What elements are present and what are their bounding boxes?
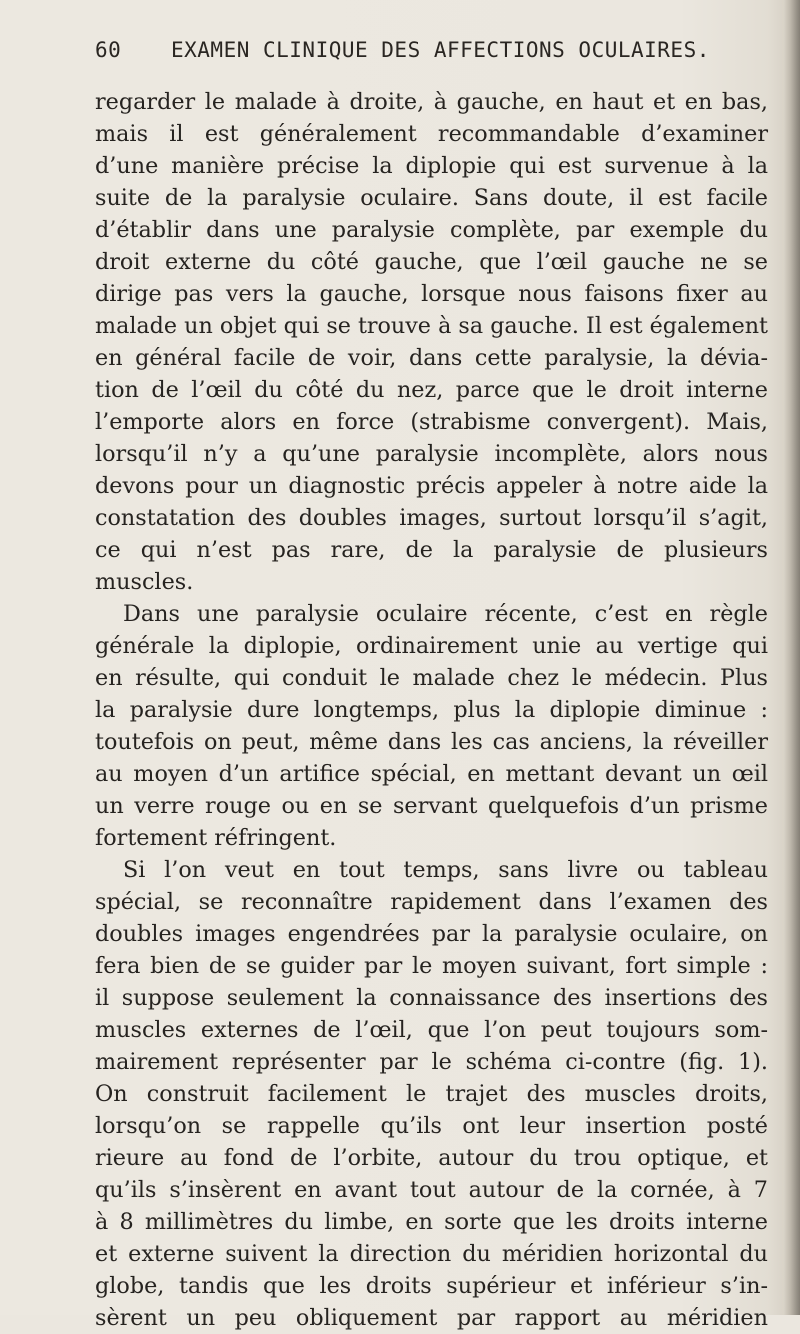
text-line: lorsqu’on se rappelle qu’ils ont leur insertion posté	[95, 1113, 768, 1139]
text-line: droit externe du côté gauche, que l’œil gauche ne se	[95, 249, 768, 275]
text-line: muscles.	[95, 569, 194, 595]
text-line: à 8 millimètres du limbe, en sorte que les droits interne	[95, 1209, 768, 1235]
text-line: d’une manière précise la diplopie qui est survenue à la	[95, 153, 768, 179]
text-line: sèrent un peu obliquement par rapport au méridien	[95, 1305, 768, 1331]
text-line: il suppose seulement la connaissance des insertions des	[95, 985, 768, 1011]
text-line: spécial, se reconnaître rapidement dans l’examen des	[95, 889, 768, 915]
text-line: suite de la paralysie oculaire. Sans doute, il est facile	[95, 185, 768, 211]
text-line: la paralysie dure longtemps, plus la diplopie diminue :	[95, 697, 768, 723]
text-line: mairement représenter par le schéma ci-contre (fig. 1).	[95, 1049, 768, 1075]
text-line: un verre rouge ou en se servant quelquefois d’un prisme	[95, 793, 768, 819]
page-edge-shadow	[784, 0, 800, 1315]
text-line: globe, tandis que les droits supérieur et inférieur s’in-	[95, 1273, 768, 1299]
text-line: Dans une paralysie oculaire récente, c’est en règle	[123, 601, 768, 627]
text-line: fera bien de se guider par le moyen suivant, fort simple :	[95, 953, 768, 979]
text-line: fortement réfringent.	[95, 825, 337, 851]
text-line: mais il est généralement recommandable d’examiner	[95, 121, 768, 147]
text-line: muscles externes de l’œil, que l’on peut toujours som-	[95, 1017, 768, 1043]
text-line: dirige pas vers la gauche, lorsque nous faisons fixer au	[95, 281, 768, 307]
text-line: au moyen d’un artifice spécial, en mettant devant un œil	[95, 761, 768, 787]
text-line: On construit facilement le trajet des muscles droits,	[95, 1081, 768, 1107]
text-line: Si l’on veut en tout temps, sans livre ou tableau	[123, 857, 768, 883]
body-text	[95, 86, 768, 1334]
text-line: doubles images engendrées par la paralysie oculaire, on	[95, 921, 768, 947]
text-line: d’établir dans une paralysie complète, par exemple du	[95, 217, 768, 243]
text-line: lorsqu’il n’y a qu’une paralysie incomplète, alors nous	[95, 441, 768, 467]
text-line: générale la diplopie, ordinairement unie au vertige qui	[95, 633, 768, 659]
text-line: l’emporte alors en force (strabisme convergent). Mais,	[95, 409, 768, 435]
running-header	[95, 38, 775, 62]
text-line: ce qui n’est pas rare, de la paralysie de plusieurs	[95, 537, 768, 563]
text-line: en général facile de voir, dans cette paralysie, la dévia-	[95, 345, 768, 371]
text-line: qu’ils s’insèrent en avant tout autour de la cornée, à 7	[95, 1177, 768, 1203]
text-line: regarder le malade à droite, à gauche, en haut et en bas,	[95, 89, 768, 115]
text-line: toutefois on peut, même dans les cas anciens, la réveiller	[95, 729, 768, 755]
text-line: malade un objet qui se trouve à sa gauche. Il est également	[95, 313, 768, 339]
text-line: et externe suivent la direction du méridien horizontal du	[95, 1241, 768, 1267]
running-title: EXAMEN CLINIQUE DES AFFECTIONS OCULAIRES.	[171, 38, 710, 62]
page-number: 60	[95, 38, 122, 62]
text-line: tion de l’œil du côté du nez, parce que le droit interne	[95, 377, 768, 403]
text-line: constatation des doubles images, surtout lorsqu’il s’agit,	[95, 505, 768, 531]
text-line: en résulte, qui conduit le malade chez le médecin. Plus	[95, 665, 768, 691]
text-line: rieure au fond de l’orbite, autour du trou optique, et	[95, 1145, 768, 1171]
text-line: devons pour un diagnostic précis appeler à notre aide la	[95, 473, 768, 499]
